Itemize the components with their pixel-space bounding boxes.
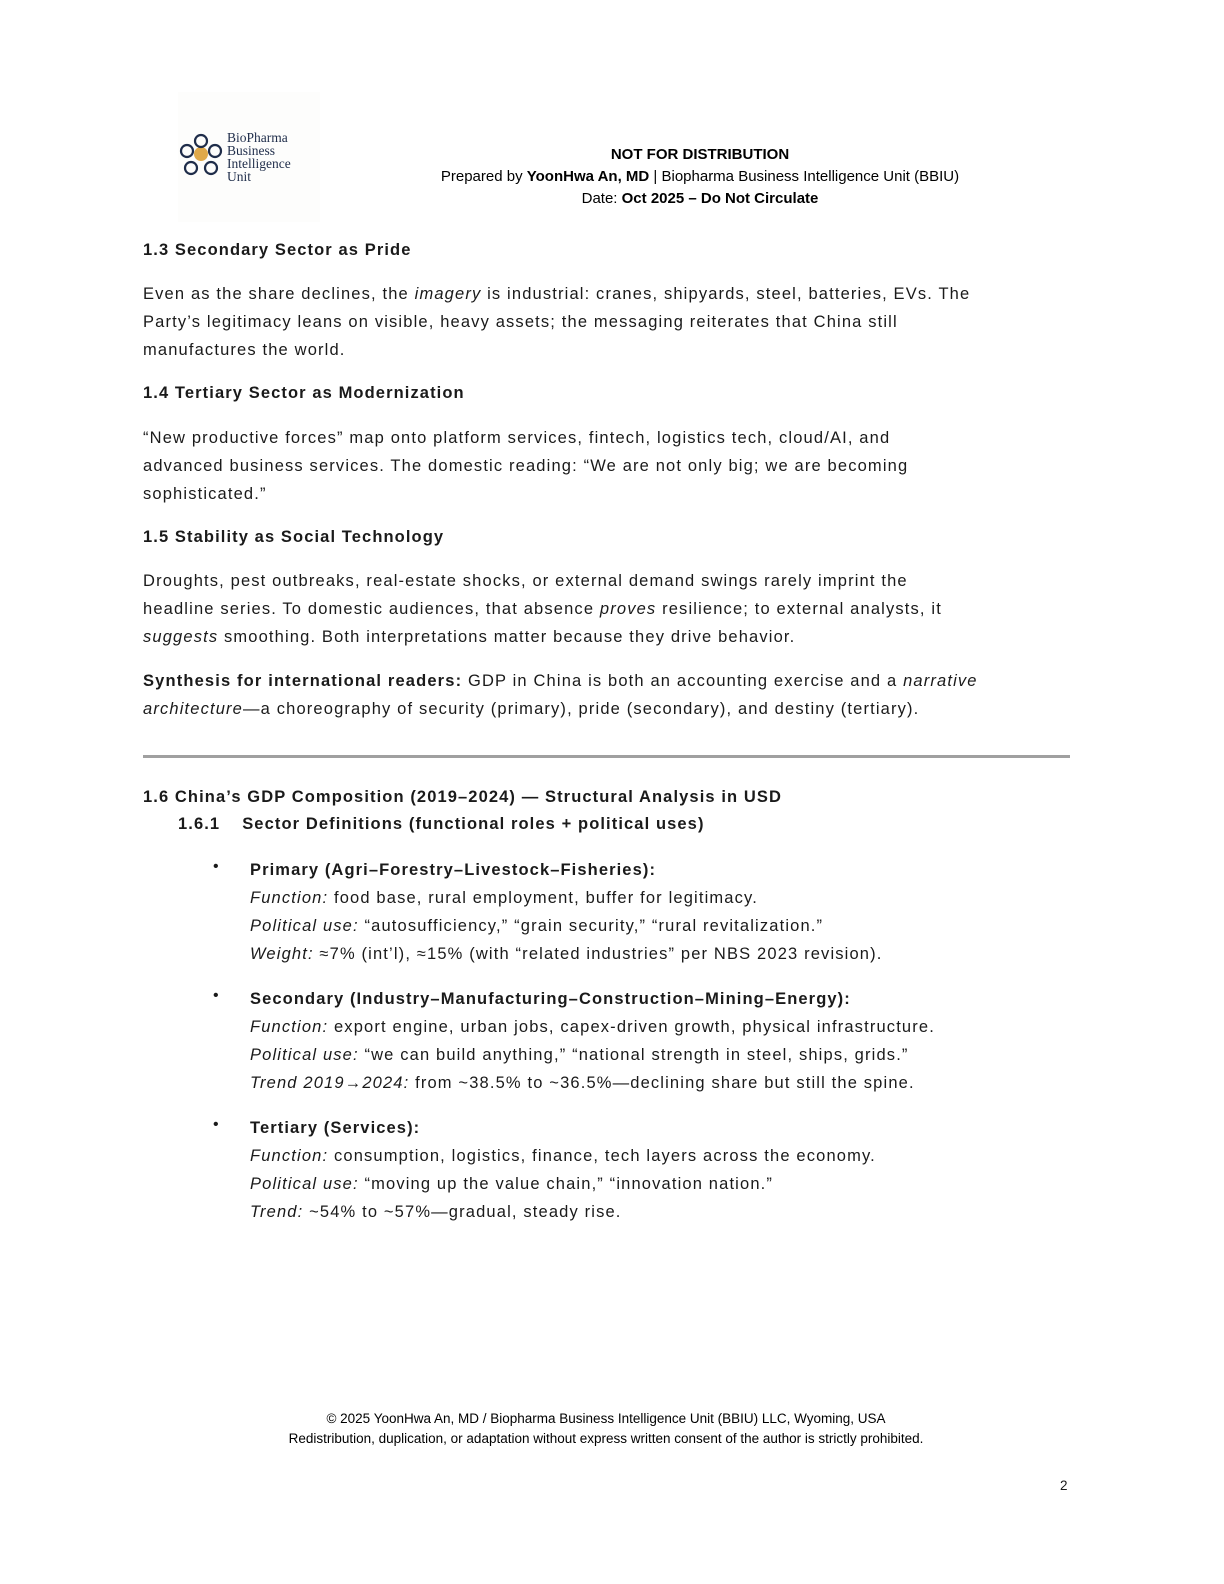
section-1-3-body — [143, 280, 1073, 364]
section-1-5 — [143, 523, 1073, 551]
bullet-icon: • — [213, 1116, 219, 1133]
label: Function: — [250, 1147, 329, 1165]
emphasis: narrative — [903, 672, 978, 690]
synthesis-label: Synthesis for international readers: — [143, 672, 463, 690]
bbiu-logo — [178, 92, 320, 222]
horizontal-divider — [143, 755, 1070, 758]
paragraph-line — [143, 623, 1073, 651]
sector-line — [250, 884, 1070, 912]
section-heading: 1.3 Secondary Sector as Pride — [143, 241, 412, 259]
section-heading: 1.6 China’s GDP Composition (2019–2024) — Structural Analysis in USD — [143, 788, 783, 806]
text: GDP in China is both an accounting exercise and a — [462, 672, 904, 690]
sector-item-tertiary — [250, 1114, 1070, 1226]
sector-line — [250, 1041, 1070, 1069]
sector-line — [250, 940, 1070, 968]
paragraph-line — [143, 280, 1073, 308]
prepared-prefix: Prepared by — [440, 168, 527, 185]
molecule-logo-icon — [178, 133, 224, 181]
section-1-4-body — [143, 424, 1073, 508]
text: consumption, logistics, finance, tech layers across the economy. — [328, 1147, 876, 1165]
sector-line — [250, 1013, 1070, 1041]
paragraph-line: advanced business services. The domestic reading: “We are not only big; we are becoming — [143, 457, 909, 475]
paragraph-line: Party’s legitimacy leans on visible, heavy assets; the messaging reiterates that China still — [143, 313, 898, 331]
text: “moving up the value chain,” “innovation nation.” — [358, 1175, 774, 1193]
sector-line — [250, 1198, 1070, 1226]
copyright-footer — [0, 1409, 1212, 1449]
paragraph-line — [143, 595, 1073, 623]
subsection-number: 1.6.1 — [178, 815, 221, 833]
bullet-icon: • — [213, 858, 219, 875]
document-header — [410, 144, 990, 210]
emphasis: proves — [599, 600, 657, 618]
emphasis: architecture — [143, 700, 244, 718]
text: food base, rural employment, buffer for legitimacy. — [328, 889, 758, 907]
logo-line: Intelligence — [227, 156, 291, 171]
sector-title: Tertiary (Services): — [250, 1119, 421, 1137]
date-label: Date: — [581, 190, 622, 207]
paragraph-line: Droughts, pest outbreaks, real-estate shocks, or external demand swings rarely imprint the — [143, 572, 908, 590]
emphasis: imagery — [414, 285, 482, 303]
section-heading: 1.4 Tertiary Sector as Modernization — [143, 384, 465, 402]
label: Political use: — [250, 1046, 359, 1064]
sector-item-secondary — [250, 985, 1070, 1097]
label: Political use: — [250, 917, 359, 935]
copyright-line: © 2025 YoonHwa An, MD / Biopharma Business Intelligence Unit (BBIU) LLC, Wyoming, USA — [326, 1411, 886, 1426]
sector-title: Secondary (Industry–Manufacturing–Construction–Mining–Energy): — [250, 990, 851, 1008]
logo-wordmark — [227, 131, 291, 183]
text: export engine, urban jobs, capex-driven growth, physical infrastructure. — [328, 1018, 935, 1036]
section-1-3 — [143, 236, 1073, 264]
text: from ~38.5% to ~36.5%—declining share but still the spine. — [409, 1074, 915, 1092]
text: Even as the share declines, the — [143, 285, 415, 303]
bullet-icon: • — [213, 987, 219, 1004]
page-number: 2 — [1060, 1478, 1068, 1493]
label: Trend: — [250, 1203, 304, 1221]
sector-item-primary — [250, 856, 1070, 968]
logo-line: Unit — [227, 169, 252, 184]
synthesis-paragraph — [143, 667, 1073, 723]
section-1-5-body — [143, 567, 1073, 651]
distribution-notice: NOT FOR DISTRIBUTION — [610, 146, 790, 163]
paragraph-line: “New productive forces” map onto platform services, fintech, logistics tech, cloud/AI, and — [143, 429, 891, 447]
redistribution-notice: Redistribution, duplication, or adaptation without express written consent of the author is strictly prohibited. — [288, 1431, 924, 1446]
label: Political use: — [250, 1175, 359, 1193]
paragraph-line — [143, 667, 1073, 695]
text: smoothing. Both interpretations matter because they drive behavior. — [218, 628, 796, 646]
paragraph-line: manufactures the world. — [143, 341, 346, 359]
label: Trend 2019→2024: — [250, 1074, 410, 1092]
text: “autosufficiency,” “grain security,” “rural revitalization.” — [358, 917, 824, 935]
section-1-6 — [143, 783, 1073, 811]
paragraph-line — [143, 695, 1073, 723]
text: headline series. To domestic audiences, that absence — [143, 600, 600, 618]
section-1-4 — [143, 379, 1073, 407]
label: Function: — [250, 889, 329, 907]
text: “we can build anything,” “national strength in steel, ships, grids.” — [358, 1046, 909, 1064]
logo-line: Business — [227, 143, 276, 158]
subsection-title: Sector Definitions (functional roles + political uses) — [242, 815, 705, 833]
section-heading: 1.5 Stability as Social Technology — [143, 528, 445, 546]
sector-line — [250, 1170, 1070, 1198]
emphasis: suggests — [143, 628, 219, 646]
text: —a choreography of security (primary), pride (secondary), and destiny (tertiary). — [243, 700, 920, 718]
subsection-1-6-1 — [178, 810, 1108, 838]
sector-line — [250, 1142, 1070, 1170]
organization: | Biopharma Business Intelligence Unit (BBIU) — [649, 168, 960, 185]
prepared-by-line — [410, 166, 990, 188]
sector-line — [250, 912, 1070, 940]
text: is industrial: cranes, shipyards, steel, batteries, EVs. The — [481, 285, 971, 303]
date-line — [410, 188, 990, 210]
paragraph-line: sophisticated.” — [143, 485, 267, 503]
logo-line: BioPharma — [227, 130, 288, 145]
sector-title: Primary (Agri–Forestry–Livestock–Fisheries): — [250, 861, 657, 879]
label: Function: — [250, 1018, 329, 1036]
label: Weight: — [250, 945, 314, 963]
text: ≈7% (int’l), ≈15% (with “related industries” per NBS 2023 revision). — [313, 945, 883, 963]
sector-line — [250, 1069, 1070, 1097]
text: resilience; to external analysts, it — [656, 600, 942, 618]
text: ~54% to ~57%—gradual, steady rise. — [303, 1203, 622, 1221]
author-name: YoonHwa An, MD — [526, 168, 650, 185]
subsection-heading — [178, 810, 1108, 838]
date-value: Oct 2025 – Do Not Circulate — [621, 190, 819, 207]
